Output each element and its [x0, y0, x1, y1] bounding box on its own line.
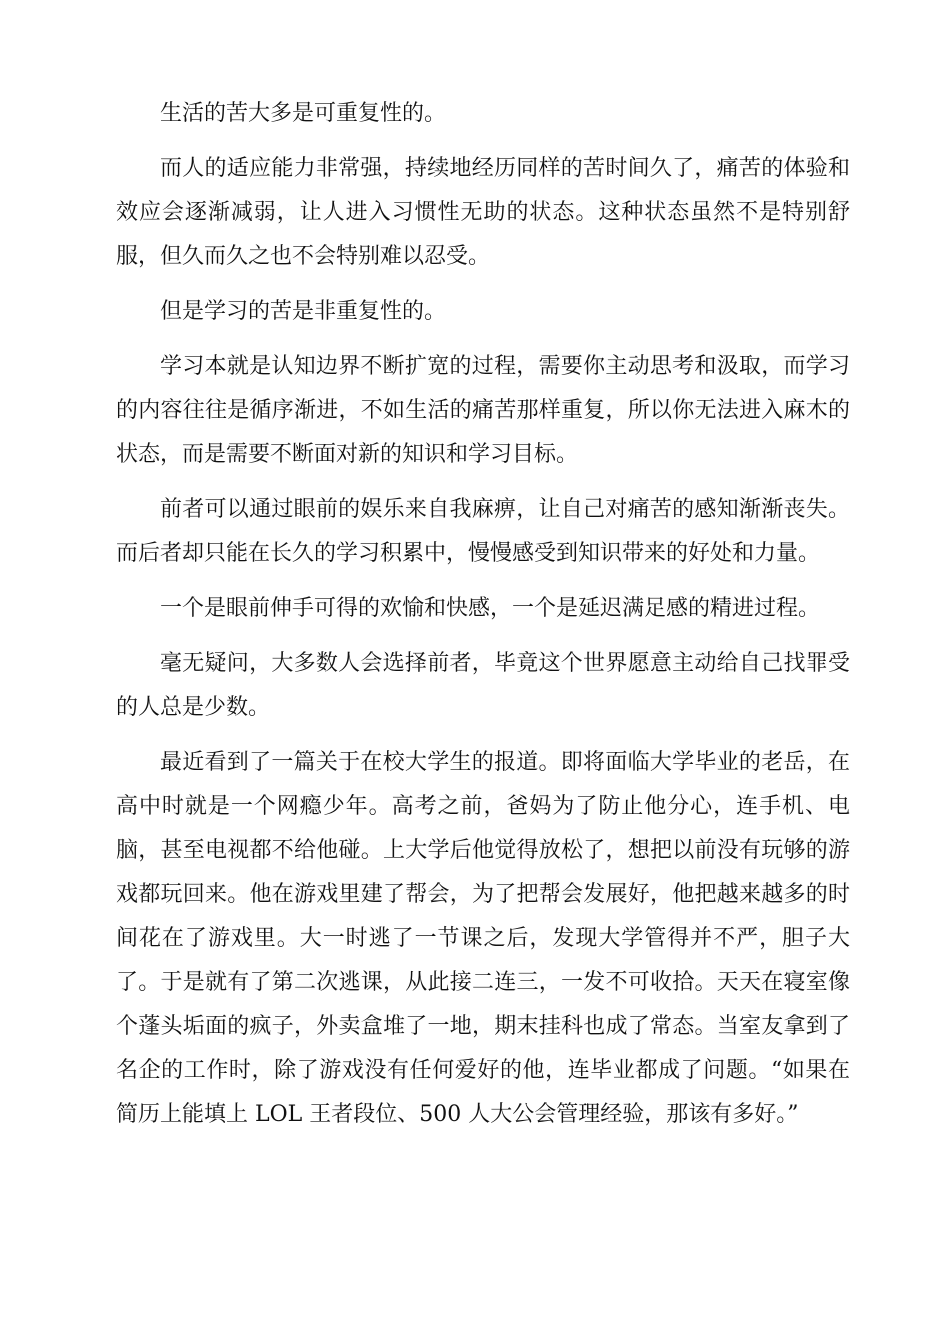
paragraph-2: 而人的适应能力非常强，持续地经历同样的苦时间久了，痛苦的体验和效应会逐渐减弱，让人进入习惯性无助的状态。这种状态虽然不是特别舒服，但久而久之也不会特别难以忍受。 — [116, 156, 850, 269]
paragraph-8: 最近看到了一篇关于在校大学生的报道。即将面临大学毕业的老岳，在高中时就是一个网瘾少年。高考之前，爸妈为了防止他分心，连手机、电脑，甚至电视都不给他碰。上大学后他觉得放松了，想把以前没有玩够的游戏都玩回来。他在游戏里建了帮会，为了把帮会发展好，他把越来越多的时间花在了游戏里。大一时逃了一节课之后，发现大学管得并不严，胆子大了。于是就有了第二次逃课，从此接二连三，一发不可收拾。天天在寝室像个蓬头垢面的疯子，外卖盒堆了一地，期末挂科也成了常态。当室友拿到了名企的工作时，除了游戏没有任何爱好的他，连毕业都成了问题。“如果在简历上能填上 LOL 王者段位、500 人大公会管理经验，那该有多好。” — [116, 750, 850, 1127]
document-body — [116, 92, 850, 1148]
paragraph-6: 一个是眼前伸手可得的欢愉和快感，一个是延迟满足感的精进过程。 — [160, 596, 821, 621]
paragraph-4: 学习本就是认知边界不断扩宽的过程，需要你主动思考和汲取，而学习的内容往往是循序渐进，不如生活的痛苦那样重复，所以你无法进入麻木的状态，而是需要不断面对新的知识和学习目标。 — [116, 354, 850, 467]
paragraph-5: 前者可以通过眼前的娱乐来自我麻痹，让自己对痛苦的感知渐渐丧失。而后者却只能在长久的学习积累中，慢慢感受到知识带来的好处和力量。 — [116, 497, 850, 566]
paragraph-3: 但是学习的苦是非重复性的。 — [160, 299, 447, 324]
paragraph-7: 毫无疑问，大多数人会选择前者，毕竟这个世界愿意主动给自己找罪受的人总是少数。 — [116, 651, 850, 720]
paragraph-1: 生活的苦大多是可重复性的。 — [160, 101, 447, 126]
